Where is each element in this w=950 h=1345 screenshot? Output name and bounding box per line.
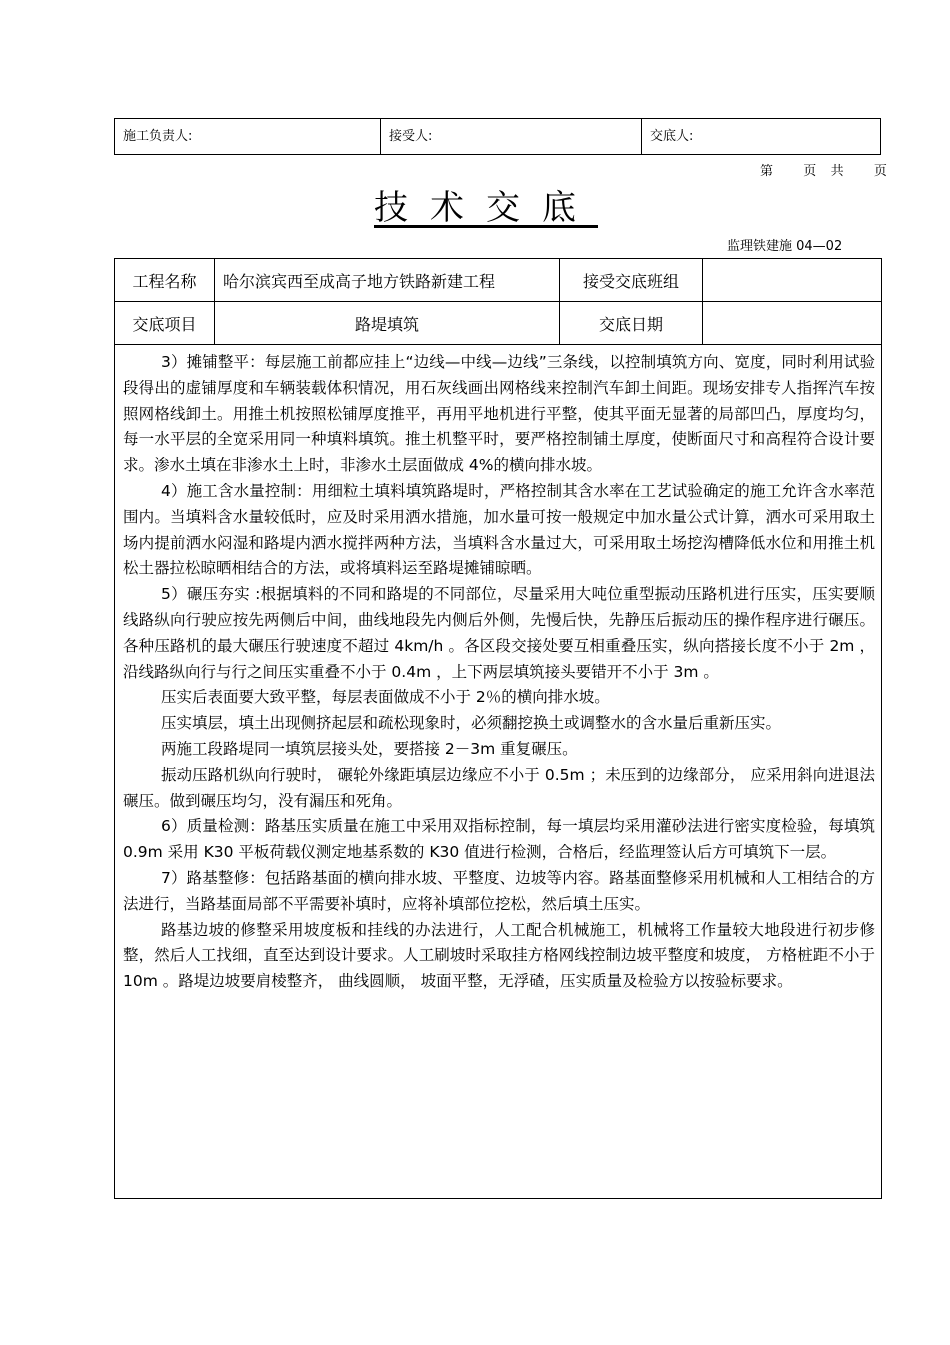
team-value xyxy=(703,259,881,301)
table-row xyxy=(115,259,881,302)
page-title: 技术交底 xyxy=(374,188,598,228)
page-gong: 共 xyxy=(830,164,844,179)
page-di: 第 xyxy=(760,164,774,179)
paragraph: 压实填层，填土出现侧挤起层和疏松现象时，必须翻挖换土或调整水的含水量后重新压实。 xyxy=(161,714,782,733)
paragraph: 5）碾压夯实 :根据填料的不同和路堤的不同部位，尽量采用大吨位重型振动压路机进行压实，压实要顺线路纵向行驶应按先两侧后中间，曲线地段先内侧后外侧，先慢后快，先静压后振动压的操作程序进行碾压。各种压路机的最大碾压行驶速度不超过 4km/h 。各区段交接处要互相重叠压实，纵向搭接长度不小于 2m ，沿线路纵向行与行之间压实重叠不小于 0.4m ，上下两层填筑接头要错开不小于 3m 。 xyxy=(123,585,875,681)
paragraph: 振动压路机纵向行驶时， 碾轮外缘距填层边缘应不小于 0.5m ；未压到的边缘部分， 应采用斜向进退法碾压。做到碾压均匀，没有漏压和死角。 xyxy=(123,765,875,810)
page-ye: 页 xyxy=(803,164,817,179)
page-number xyxy=(760,160,887,179)
paragraph: 7）路基整修：包括路基面的横向排水坡、平整度、边坡等内容。路基面整修采用机械和人工相结合的方法进行，当路基面局部不平需要补填时，应将补填部位挖松，然后填土压实。 xyxy=(123,868,875,913)
paragraph: 6）质量检测：路基压实质量在施工中采用双指标控制，每一填层均采用灌砂法进行密实度检验，每填筑 0.9m 采用 K30 平板荷载仪测定地基系数的 K30 值进行检测，合格后，经监理签认后方可填筑下一层。 xyxy=(123,817,875,862)
item-value: 路堤填筑 xyxy=(215,302,560,344)
handover-table xyxy=(114,258,882,1199)
paragraph: 路基边坡的修整采用坡度板和挂线的办法进行，人工配合机械施工，机械将工作量较大地段进行初步修整，然后人工找细，直至达到设计要求。人工刷坡时采取挂方格网线控制边坡平整度和坡度， 方格桩距不小于 10m 。路堤边坡要肩棱整齐， 曲线圆顺， 坡面平整，无浮碴，压实质量及检验方以按验标要求。 xyxy=(123,920,875,991)
paragraph: 4）施工含水量控制：用细粒土填料填筑路堤时，严格控制其含水率在工艺试验确定的施工允许含水率范围内。当填料含水量较低时，应及时采用洒水措施，加水量可按一般规定中加水量公式计算，洒水可采用取土场内提前洒水闷湿和路堤内洒水搅拌两种方法，当填料含水量过大，可采用取土场挖沟槽降低水位和用推土机松土器拉松晾晒相结合的方法，或将填料运至路堤摊铺晾晒。 xyxy=(123,481,875,578)
signature-table xyxy=(114,118,881,155)
construction-lead-field: 施工负责人: xyxy=(115,119,381,154)
item-label: 交底项目 xyxy=(115,302,215,344)
handover-content xyxy=(123,350,875,995)
page-ye2: 页 xyxy=(873,164,887,179)
date-value xyxy=(703,302,881,344)
paragraph: 3）摊铺整平：每层施工前都应挂上“边线—中线—边线”三条线，以控制填筑方向、宽度，同时利用试验段得出的虚铺厚度和车辆装载体积情况，用石灰线画出网格线来控制汽车卸土间距。现场安排专人指挥汽车按照网格线卸土。用推土机按照松铺厚度推平，再用平地机进行平整，使其平面无显著的局部凹凸，厚度均匀，每一水平层的全宽采用同一种填料填筑。推土机整平时，要严格控制铺土厚度，使断面尺寸和高程符合设计要求。渗水土填在非渗水土上时，非渗水土层面做成 4%的横向排水坡。 xyxy=(123,353,875,475)
handover-field: 交底人: xyxy=(650,129,694,144)
team-label: 接受交底班组 xyxy=(560,259,703,301)
receiver-field: 接受人: xyxy=(381,119,642,154)
document-code: 监理铁建施 04—02 xyxy=(727,239,843,254)
date-label: 交底日期 xyxy=(560,302,703,344)
paragraph: 压实后表面要大致平整，每层表面做成不小于 2％的横向排水坡。 xyxy=(161,688,610,707)
project-name-label: 工程名称 xyxy=(115,259,215,301)
paragraph: 两施工段路堤同一填筑层接头处，要搭接 2－3m 重复碾压。 xyxy=(161,739,578,758)
table-row xyxy=(115,302,881,345)
project-name-value: 哈尔滨宾西至成高子地方铁路新建工程 xyxy=(215,259,560,301)
